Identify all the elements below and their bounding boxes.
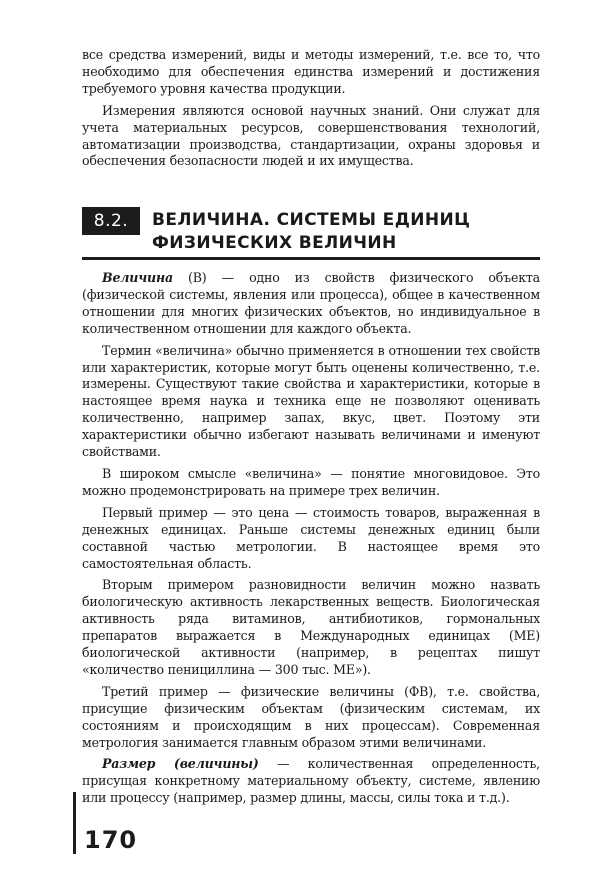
section-body <box>82 270 540 812</box>
paragraph-example-physical: Третий пример — физические величины (ФВ), т.е. свойства, присущие физическим объектам (физическим системам, их состояниям и происходящим в них процессам). Современная метрология занимается главным образом этими величинами. <box>82 683 540 750</box>
section-divider <box>82 257 540 260</box>
section-number-badge: 8.2. <box>82 207 140 235</box>
section-title-line-2: ФИЗИЧЕСКИХ ВЕЛИЧИН <box>152 233 397 253</box>
paragraph-measurements-basis: Измерения являются основой научных знаний. Они служат для учета материальных ресурсов, совершенствования технологий, автоматизации производства, стандартизации, охраны здоровья и обеспечения безопасности людей и их имущества. <box>82 102 540 169</box>
section-title <box>152 209 537 255</box>
paragraph-example-price: Первый пример — это цена — стоимость товаров, выраженная в денежных единицах. Раньше системы денежных единиц были составной частью метрологии. В настоящее время это самостоятельная область. <box>82 504 540 571</box>
paragraph-term-usage: Термин «величина» обычно применяется в отношении тех свойств или характеристик, которые могут быть оценены количественно, т.е. измерены. Существуют такие свойства и характеристики, которые в настоящее время наука и техника еще не позволяют оценивать количественно, например запах, вкус, цвет. Поэтому эти характеристики обычно избегают называть величинами и именуют свойствами. <box>82 342 540 460</box>
paragraph-example-bioactivity: Вторым примером разновидности величин можно назвать биологическую активность лекарственных веществ. Биологическая активность ряда витаминов, антибиотиков, гормональных препаратов выражается в Международных единицах (МЕ) биологической активности (например, в рецептах пишут «количество пенициллина — 300 тыс. МЕ»). <box>82 577 540 677</box>
paragraph-continuation: все средства измерений, виды и методы измерений, т.е. все то, что необходимо для обеспечения единства измерений и достижения требуемого уровня качества продукции. <box>82 47 540 96</box>
definition-size-text: — количественная определенность, присущая конкретному материальному объекту, системе, явлению или процессу (например, размер длины, массы, силы тока и т.д.). <box>82 756 540 806</box>
definition-value-text: (В) — одно из свойств физического объекта (физической системы, явления или процесса), общее в качественном отношении для многих физических объектов, но индивидуальное в количественном отношении для каждого объекта. <box>82 270 540 336</box>
intro-text <box>82 47 540 175</box>
section-title-line-1: ВЕЛИЧИНА. СИСТЕМЫ ЕДИНИЦ <box>152 210 471 230</box>
definition-value-term: Величина <box>102 270 173 285</box>
section-header <box>82 207 540 261</box>
page-margin-bar <box>73 792 76 854</box>
definition-size-term: Размер (величины) <box>102 756 259 772</box>
page-number: 170 <box>84 826 138 854</box>
paragraph-broad-sense: В широком смысле «величина» — понятие многовидовое. Это можно продемонстрировать на примере трех величин. <box>82 465 540 498</box>
definition-size <box>82 756 540 807</box>
definition-value <box>82 270 540 338</box>
